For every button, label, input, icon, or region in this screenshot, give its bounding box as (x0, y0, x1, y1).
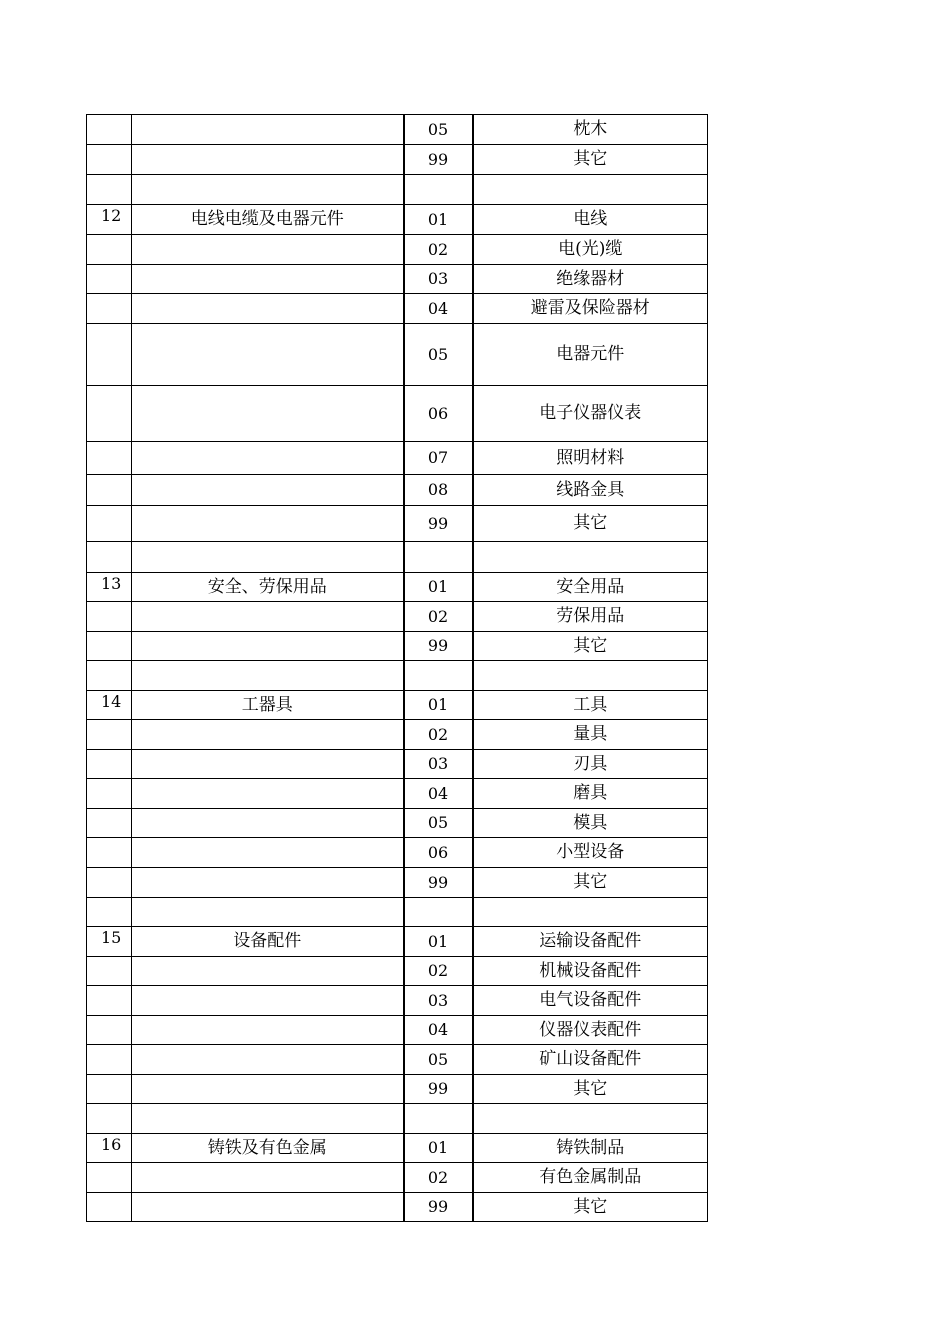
table-row (87, 265, 708, 294)
subcategory-code-cell: 01 (404, 205, 473, 235)
table-row (87, 750, 708, 779)
category-code-cell (87, 386, 132, 442)
category-code-cell (87, 1104, 132, 1134)
table-row (87, 720, 708, 750)
subcategory-code-cell: 03 (404, 750, 473, 779)
subcategory-name-cell: 劳保用品 (473, 602, 708, 632)
subcategory-name-cell: 仪器仪表配件 (473, 1016, 708, 1045)
category-name-cell (132, 1104, 404, 1134)
category-name-cell (132, 145, 404, 175)
subcategory-code-cell: 05 (404, 324, 473, 386)
subcategory-name-cell (473, 661, 708, 691)
subcategory-name-cell: 电气设备配件 (473, 986, 708, 1016)
category-code-cell (87, 868, 132, 898)
category-code-cell (87, 442, 132, 475)
subcategory-name-cell: 工具 (473, 691, 708, 720)
category-name-cell (132, 506, 404, 542)
subcategory-code-cell: 05 (404, 1045, 473, 1075)
subcategory-name-cell: 有色金属制品 (473, 1163, 708, 1193)
subcategory-name-cell (473, 175, 708, 205)
subcategory-code-cell: 02 (404, 720, 473, 750)
category-name-cell (132, 294, 404, 324)
subcategory-name-cell: 矿山设备配件 (473, 1045, 708, 1075)
material-code-table (86, 114, 708, 1222)
table-row (87, 115, 708, 145)
category-name-cell: 工器具 (132, 691, 404, 720)
subcategory-name-cell: 绝缘器材 (473, 265, 708, 294)
category-code-cell (87, 265, 132, 294)
category-code-cell: 14 (87, 691, 132, 720)
subcategory-name-cell: 枕木 (473, 115, 708, 145)
category-code-cell (87, 175, 132, 205)
subcategory-code-cell: 08 (404, 475, 473, 506)
subcategory-name-cell (473, 1104, 708, 1134)
table-row (87, 691, 708, 720)
category-name-cell (132, 661, 404, 691)
table-row (87, 542, 708, 573)
subcategory-code-cell: 01 (404, 573, 473, 602)
subcategory-name-cell: 避雷及保险器材 (473, 294, 708, 324)
subcategory-code-cell: 05 (404, 809, 473, 838)
subcategory-code-cell: 02 (404, 602, 473, 632)
category-name-cell (132, 1193, 404, 1222)
category-name-cell (132, 632, 404, 661)
category-code-cell (87, 1016, 132, 1045)
category-code-cell: 15 (87, 927, 132, 957)
category-name-cell (132, 1075, 404, 1104)
subcategory-name-cell (473, 542, 708, 573)
category-code-cell (87, 235, 132, 265)
category-code-cell (87, 294, 132, 324)
table-row (87, 294, 708, 324)
subcategory-code-cell: 02 (404, 1163, 473, 1193)
table-row (87, 632, 708, 661)
category-code-cell (87, 115, 132, 145)
subcategory-code-cell: 05 (404, 115, 473, 145)
table-row (87, 1075, 708, 1104)
subcategory-name-cell: 其它 (473, 1075, 708, 1104)
table-row (87, 442, 708, 475)
category-name-cell (132, 115, 404, 145)
category-name-cell (132, 542, 404, 573)
table-row (87, 1016, 708, 1045)
category-name-cell (132, 442, 404, 475)
table-row (87, 1193, 708, 1222)
category-code-cell (87, 661, 132, 691)
category-name-cell (132, 175, 404, 205)
category-code-cell: 12 (87, 205, 132, 235)
category-code-cell (87, 750, 132, 779)
category-code-cell (87, 506, 132, 542)
table-row (87, 661, 708, 691)
category-name-cell (132, 957, 404, 986)
subcategory-name-cell: 刃具 (473, 750, 708, 779)
category-code-cell (87, 986, 132, 1016)
category-name-cell: 安全、劳保用品 (132, 573, 404, 602)
category-name-cell (132, 779, 404, 809)
subcategory-name-cell: 其它 (473, 868, 708, 898)
category-code-cell (87, 838, 132, 868)
subcategory-name-cell: 照明材料 (473, 442, 708, 475)
category-name-cell (132, 1045, 404, 1075)
category-code-cell: 13 (87, 573, 132, 602)
subcategory-name-cell: 运输设备配件 (473, 927, 708, 957)
subcategory-code-cell: 04 (404, 294, 473, 324)
subcategory-code-cell: 07 (404, 442, 473, 475)
category-code-cell (87, 475, 132, 506)
subcategory-name-cell: 量具 (473, 720, 708, 750)
category-code-cell (87, 542, 132, 573)
subcategory-code-cell: 01 (404, 1134, 473, 1163)
table-body (87, 115, 708, 1222)
category-name-cell (132, 475, 404, 506)
category-name-cell: 电线电缆及电器元件 (132, 205, 404, 235)
table-row (87, 324, 708, 386)
subcategory-code-cell (404, 542, 473, 573)
table-row (87, 506, 708, 542)
category-code-cell (87, 324, 132, 386)
subcategory-code-cell (404, 661, 473, 691)
subcategory-name-cell: 其它 (473, 1193, 708, 1222)
category-name-cell (132, 1016, 404, 1045)
subcategory-code-cell: 04 (404, 1016, 473, 1045)
subcategory-name-cell: 其它 (473, 632, 708, 661)
subcategory-name-cell: 模具 (473, 809, 708, 838)
category-name-cell (132, 386, 404, 442)
subcategory-name-cell: 电子仪器仪表 (473, 386, 708, 442)
subcategory-code-cell: 99 (404, 1075, 473, 1104)
category-name-cell (132, 235, 404, 265)
category-name-cell (132, 324, 404, 386)
category-code-cell (87, 898, 132, 927)
table-row (87, 1104, 708, 1134)
subcategory-name-cell: 电线 (473, 205, 708, 235)
category-code-cell (87, 1163, 132, 1193)
subcategory-name-cell (473, 898, 708, 927)
table-row (87, 573, 708, 602)
table-row (87, 1045, 708, 1075)
category-code-cell (87, 632, 132, 661)
subcategory-code-cell: 03 (404, 986, 473, 1016)
table-row (87, 986, 708, 1016)
table-row (87, 205, 708, 235)
subcategory-name-cell: 铸铁制品 (473, 1134, 708, 1163)
table-row (87, 779, 708, 809)
subcategory-code-cell: 01 (404, 691, 473, 720)
subcategory-code-cell: 06 (404, 386, 473, 442)
category-name-cell (132, 898, 404, 927)
table-row (87, 475, 708, 506)
category-code-cell (87, 779, 132, 809)
subcategory-name-cell: 安全用品 (473, 573, 708, 602)
category-name-cell (132, 1163, 404, 1193)
table-row (87, 386, 708, 442)
category-code-cell (87, 602, 132, 632)
category-code-cell (87, 957, 132, 986)
table-row (87, 1163, 708, 1193)
subcategory-code-cell (404, 898, 473, 927)
subcategory-name-cell: 磨具 (473, 779, 708, 809)
subcategory-code-cell: 02 (404, 957, 473, 986)
subcategory-name-cell: 电器元件 (473, 324, 708, 386)
table-row (87, 145, 708, 175)
subcategory-code-cell (404, 1104, 473, 1134)
category-name-cell (132, 750, 404, 779)
subcategory-code-cell: 99 (404, 506, 473, 542)
category-code-cell (87, 720, 132, 750)
category-code-cell (87, 1193, 132, 1222)
category-code-cell (87, 1075, 132, 1104)
category-name-cell: 设备配件 (132, 927, 404, 957)
subcategory-code-cell: 03 (404, 265, 473, 294)
table-row (87, 838, 708, 868)
subcategory-name-cell: 机械设备配件 (473, 957, 708, 986)
category-name-cell (132, 265, 404, 294)
table-row (87, 602, 708, 632)
subcategory-code-cell: 02 (404, 235, 473, 265)
table-row (87, 809, 708, 838)
subcategory-code-cell: 99 (404, 1193, 473, 1222)
category-code-cell (87, 145, 132, 175)
table-row (87, 957, 708, 986)
category-name-cell: 铸铁及有色金属 (132, 1134, 404, 1163)
category-name-cell (132, 868, 404, 898)
category-name-cell (132, 986, 404, 1016)
table-row (87, 868, 708, 898)
table-row (87, 898, 708, 927)
subcategory-code-cell: 06 (404, 838, 473, 868)
category-code-cell (87, 809, 132, 838)
subcategory-code-cell: 99 (404, 868, 473, 898)
category-code-cell (87, 1045, 132, 1075)
subcategory-code-cell: 99 (404, 632, 473, 661)
subcategory-code-cell: 01 (404, 927, 473, 957)
subcategory-name-cell: 线路金具 (473, 475, 708, 506)
subcategory-name-cell: 小型设备 (473, 838, 708, 868)
category-name-cell (132, 838, 404, 868)
table-row (87, 1134, 708, 1163)
subcategory-name-cell: 其它 (473, 506, 708, 542)
subcategory-code-cell (404, 175, 473, 205)
table-row (87, 235, 708, 265)
subcategory-code-cell: 99 (404, 145, 473, 175)
category-code-cell: 16 (87, 1134, 132, 1163)
subcategory-name-cell: 其它 (473, 145, 708, 175)
subcategory-code-cell: 04 (404, 779, 473, 809)
category-name-cell (132, 809, 404, 838)
category-name-cell (132, 720, 404, 750)
subcategory-name-cell: 电(光)缆 (473, 235, 708, 265)
table-row (87, 927, 708, 957)
category-name-cell (132, 602, 404, 632)
table-row (87, 175, 708, 205)
